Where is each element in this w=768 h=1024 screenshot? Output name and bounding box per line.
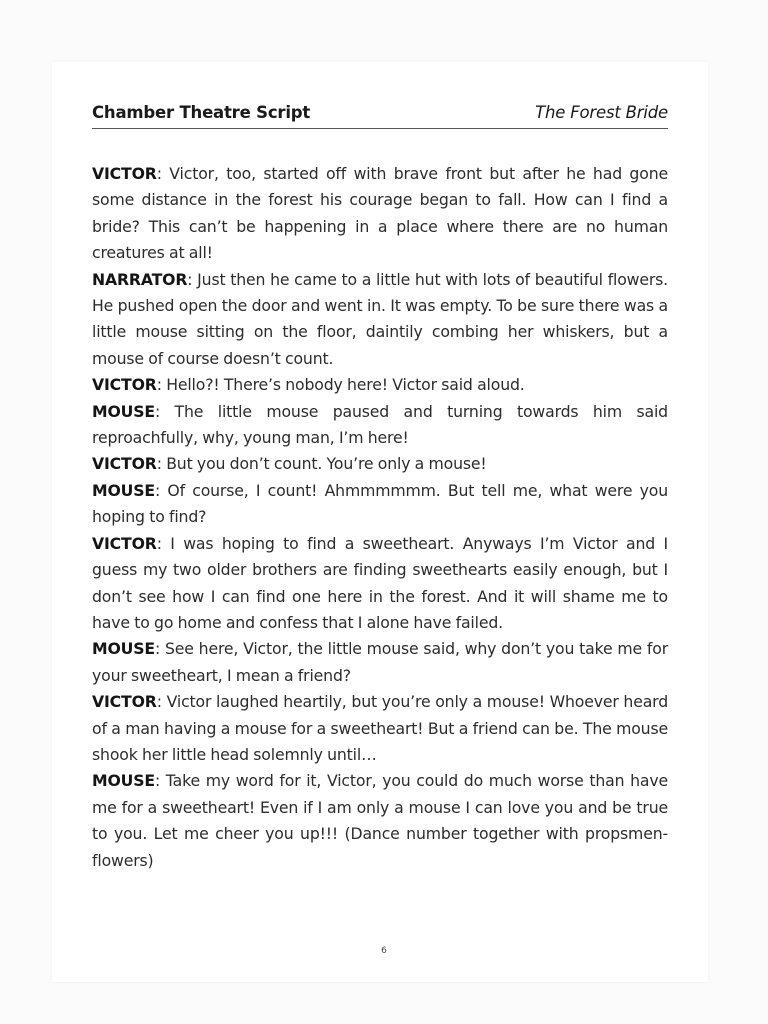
dialogue-text: : Of course, I count! Ahmmmmmm. But tell me, what were you hoping to find? (92, 480, 668, 527)
speaker-name: MOUSE (92, 639, 155, 659)
speaker-name: VICTOR (92, 375, 157, 395)
page-header (92, 102, 668, 129)
dialogue-text: : But you don’t count. You’re only a mouse! (156, 454, 487, 474)
page-number: 6 (381, 946, 387, 956)
speaker-name: VICTOR (92, 533, 157, 553)
dialogue-text: : Just then he came to a little hut with lots of beautiful flowers. He pushed open the door and went in. It was empty. To be sure there was a little mouse sitting on the floor, daintily combing her whiskers, but a mouse of course doesn’t count. (92, 269, 668, 368)
dialogue-text: : Take my word for it, Victor, you could do much worse than have me for a sweetheart! Even if I am only a mouse I can love you and be true to you. Let me cheer you up!!! (Dance number together with propsmen-flowers) (92, 771, 668, 870)
dialogue-text: : Victor, too, started off with brave front but after he had gone some distance in the forest his courage began to fall. How can I find a bride? This can’t be happening in a place where there are no human creatures at all! (92, 164, 668, 263)
speaker-name: MOUSE (92, 771, 155, 791)
script-line (92, 161, 668, 267)
script-line (92, 768, 668, 874)
script-line (92, 478, 668, 531)
header-title: Chamber Theatre Script (92, 103, 311, 122)
script-line (92, 451, 668, 477)
script-body (92, 161, 668, 874)
script-line (92, 267, 668, 373)
dialogue-text: : See here, Victor, the little mouse said, why don’t you take me for your sweetheart, I mean a friend? (92, 639, 668, 685)
dialogue-text: : I was hoping to find a sweetheart. Anyways I’m Victor and I guess my two older brothers are finding sweethearts easily enough, but I don’t see how I can find one here in the forest. And it will shame me to have to go home and confess that I alone have failed. (92, 533, 668, 632)
speaker-name: VICTOR (92, 164, 157, 183)
script-line (92, 372, 668, 398)
dialogue-text: : Victor laughed heartily, but you’re only a mouse! Whoever heard of a man having a mouse for a sweetheart! But a friend can be. The mouse shook her little head solemnly until… (92, 692, 668, 764)
speaker-name: MOUSE (92, 401, 155, 421)
script-line (92, 399, 668, 452)
header-play-title: The Forest Bride (535, 103, 668, 122)
script-line (92, 531, 668, 637)
speaker-name: VICTOR (92, 692, 157, 712)
dialogue-text: : The little mouse paused and turning towards him said reproachfully, why, young man, I’m here! (92, 401, 668, 448)
dialogue-text: : Hello?! There’s nobody here! Victor said aloud. (156, 375, 525, 395)
speaker-name: NARRATOR (92, 269, 188, 289)
script-line (92, 689, 668, 768)
speaker-name: VICTOR (92, 454, 157, 474)
speaker-name: MOUSE (92, 480, 155, 500)
script-line (92, 636, 668, 689)
